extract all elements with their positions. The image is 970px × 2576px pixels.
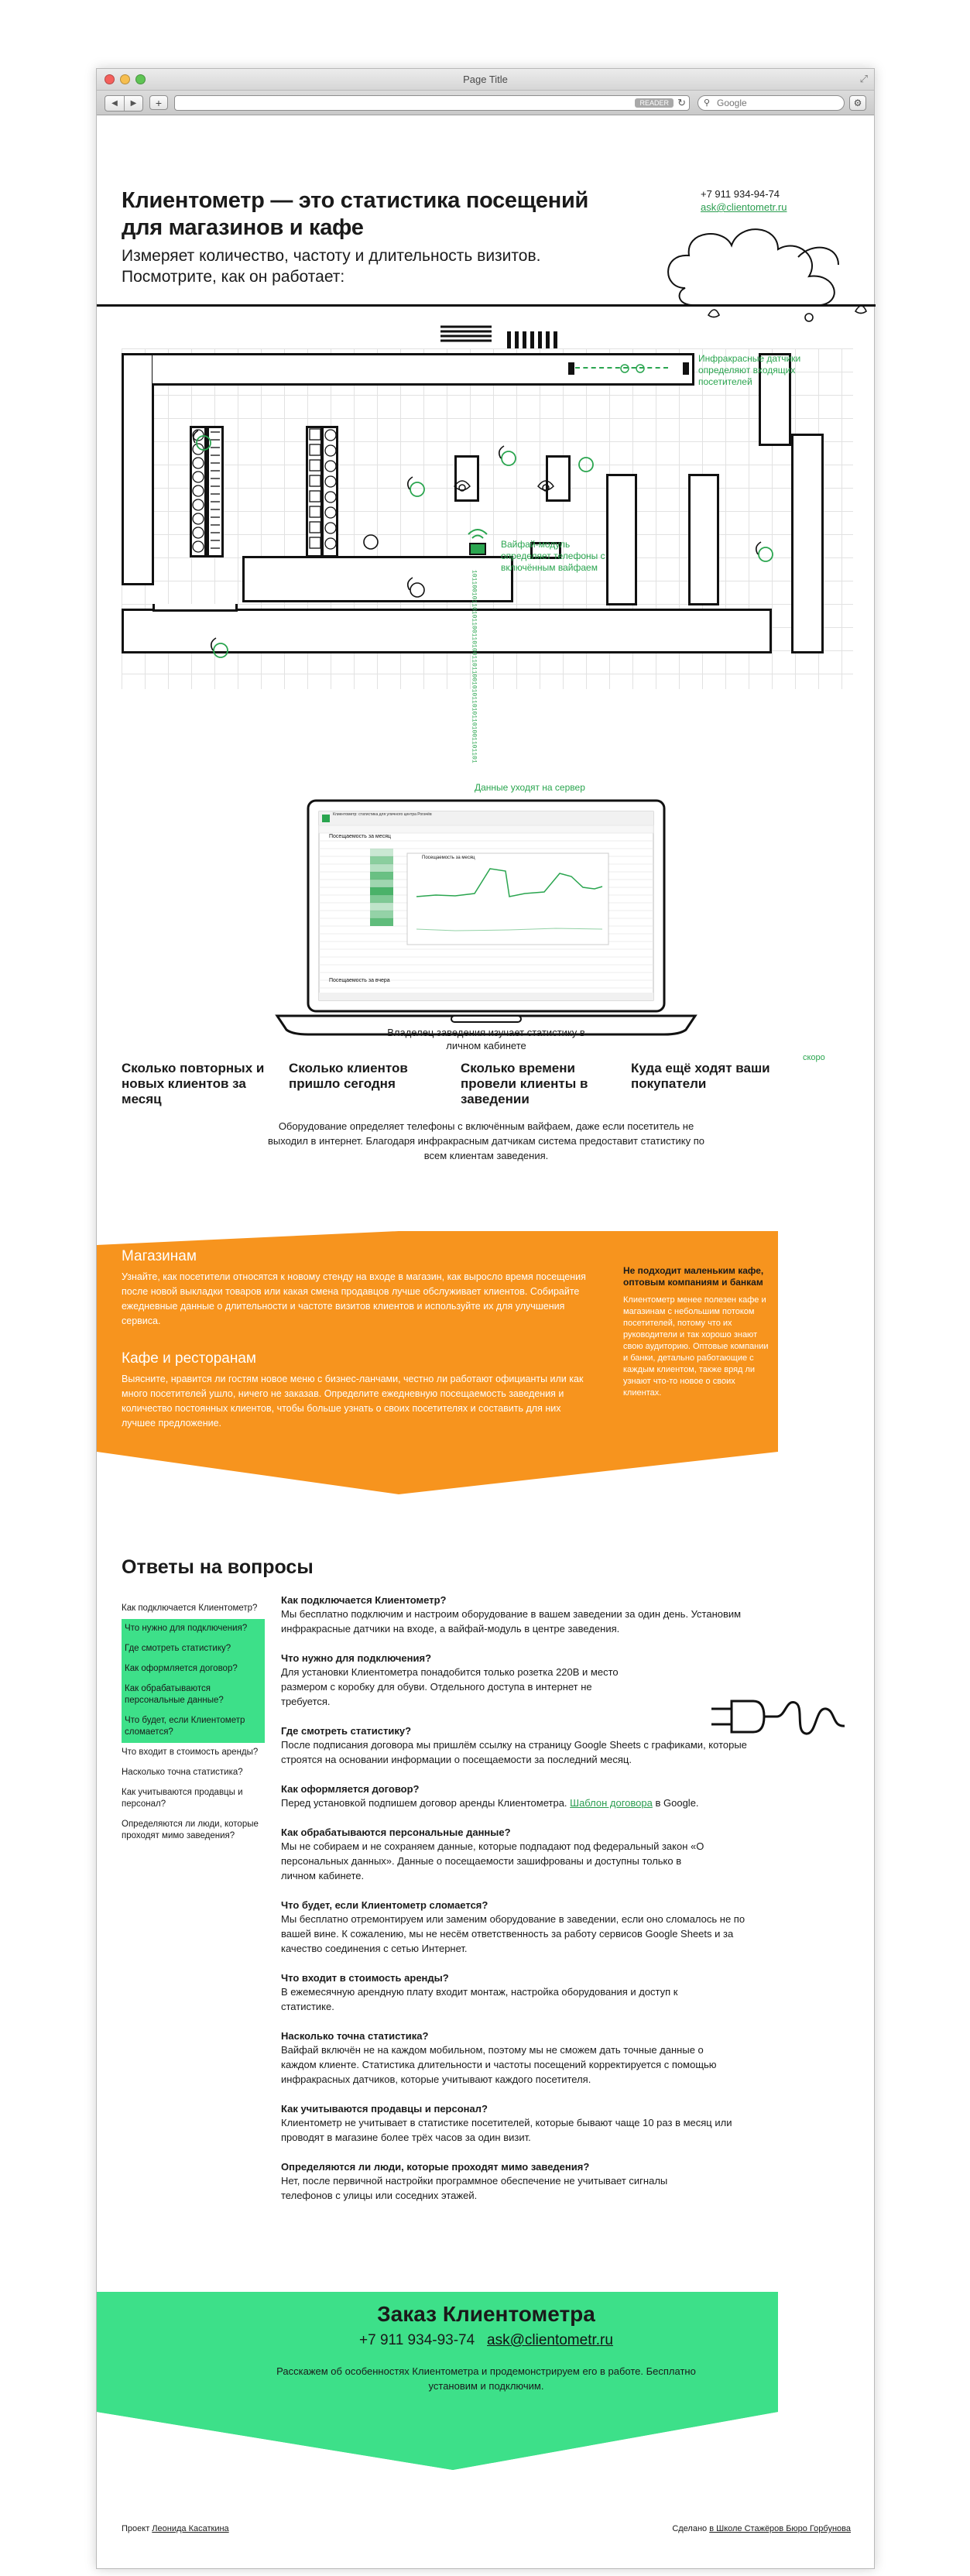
header-phone: +7 911 934-94-74	[701, 188, 780, 200]
soon-badge: скоро	[803, 1053, 825, 1062]
faq-nav-item[interactable]: Насколько точна статистика?	[122, 1768, 243, 1777]
faq-question: Где смотреть статистику?	[281, 1725, 412, 1737]
page-title: Клиентометр — это статистика посещений для магазинов и кафе	[122, 188, 589, 240]
floor-plan	[122, 348, 853, 763]
reader-button[interactable]: READER	[635, 98, 674, 108]
footer-credit-prefix: Проект	[122, 2524, 153, 2533]
browser-window	[96, 68, 875, 2569]
cafe-text: Выясните, нравится ли гостям новое меню с бизнес-ланчами, честно ли работают официанты или как много посетителей ушло, ничего не заказав. Определите ежедневную посещаемость заведения и количество постоянных клиентов, чтобы больше узнать о своих посетителях и составить для них лучшее предложение.	[122, 1374, 584, 1429]
faq-nav-item[interactable]: Как обрабатываются персональные данные?	[122, 1679, 265, 1711]
features-note	[97, 1119, 876, 1163]
cafe-title: Кафе и ресторанам	[122, 1350, 256, 1367]
order-contacts	[97, 2332, 876, 2349]
faq-nav-item[interactable]: Что входит в стоимость аренды?	[122, 1748, 259, 1757]
fullscreen-icon[interactable]: ⤢	[859, 73, 868, 84]
hero-subtitle: Измеряет количество, частоту и длительность визитов. Посмотрите, как он работает:	[122, 247, 541, 286]
window-title: Page Title	[463, 74, 508, 85]
sheet-chart-title: Посещаемость за месяц	[422, 856, 475, 860]
faq-question: Как обрабатываются персональные данные?	[281, 1827, 511, 1838]
faq-answer: Клиентометр не учитывает в статистике посетителей, которые бывают чаще 10 раз в месяц или проводят в магазине более трёх часов за один визит.	[281, 2117, 732, 2143]
faq-answer: После подписания договора мы пришлём ссылку на страницу Google Sheets с графиками, которые строятся на основании информации о посещаемости за последний месяц.	[281, 1739, 747, 1765]
header-email-link[interactable]: ask@clientometr.ru	[701, 201, 787, 213]
search-input[interactable]	[717, 98, 833, 108]
faq-title: Ответы на вопросы	[122, 1556, 314, 1578]
footer-credit	[122, 2524, 229, 2533]
sheet-doc-title: Клиентометр: статистика для уличного центра Рогачёв	[333, 812, 432, 817]
nav-buttons	[105, 95, 143, 111]
faq-question: Определяются ли люди, которые проходят мимо заведения?	[281, 2161, 590, 2173]
faq-nav	[122, 1599, 265, 1847]
faq-answer: Мы не собираем и не сохраняем данные, которые подпадают под федеральный закон «О персональных данных». Данные о посещаемости зашифрованы и доступны только в личном кабинете.	[281, 1840, 704, 1881]
page-content	[97, 116, 876, 2570]
plug-illustration	[708, 1692, 848, 1746]
faq-question: Что входит в стоимость аренды?	[281, 1972, 449, 1984]
faq-nav-item[interactable]: Что будет, если Клиентометр сломается?	[122, 1711, 265, 1743]
wifi-module-label: Вайфай-модуль определяет телефоны с включённым вайфаем	[501, 539, 605, 573]
sheet-table2-title: Посещаемость за вчера	[329, 978, 390, 983]
faq-list	[281, 1593, 792, 2218]
faq-question: Как учитываются продавцы и персонал?	[281, 2103, 488, 2115]
faq-answer: Нет, после первичной настройки программное обеспечение не учитывает сигналы телефонов с улицы или соседних этажей.	[281, 2175, 668, 2201]
screen-caption-text: Владелец заведения изучает статистику в личном кабинете	[387, 1027, 585, 1051]
faq-question: Насколько точна статистика?	[281, 2030, 429, 2042]
author-link[interactable]: Леонида Касаткина	[152, 2524, 229, 2533]
search-field[interactable]	[698, 95, 845, 111]
title-bar	[97, 69, 874, 91]
faq-nav-item[interactable]: Что нужно для подключения?	[122, 1619, 265, 1639]
settings-icon[interactable]: ⚙	[849, 95, 866, 111]
feature-where-else: Куда ещё ходят ваши покупатели	[631, 1061, 770, 1091]
not-suited-text: Клиентометр менее полезен кафе и магазинам с небольшим потоком посетителей, потому что их руководители и так хорошо знают свою аудиторию. Оптовые компании и банки, детально работающие с каждым клиентом, также вряд ли узнают что-то новое о своих клиентах.	[623, 1295, 769, 1398]
faq-answer: Для установки Клиентометра понадобится только розетка 220В и место размером с коробку для обуви. Отдельного доступа в интернет не требуется.	[281, 1666, 619, 1707]
contract-template-link[interactable]: Шаблон договора	[570, 1797, 653, 1809]
faq-answer	[281, 1796, 753, 1810]
address-bar[interactable]	[174, 95, 690, 111]
svg-text:101100101101011001101001101100: 1011001011010110011010011011001010110101101001101101	[470, 570, 478, 763]
footer-made-prefix: Сделано	[672, 2524, 710, 2533]
footer-made-by	[672, 2524, 851, 2533]
ir-sensor-label: Инфракрасные датчики определяют входящих посетителей	[698, 353, 801, 387]
faq-question: Что будет, если Клиентометр сломается?	[281, 1899, 488, 1911]
new-tab-button[interactable]: +	[149, 95, 168, 110]
faq-answer: В ежемесячную арендную плату входит монтаж, настройка оборудования и доступ к статистике.	[281, 1986, 678, 2012]
shops-title: Магазинам	[122, 1248, 197, 1264]
faq-nav-item[interactable]: Где смотреть статистику?	[122, 1639, 265, 1659]
faq-question: Как оформляется договор?	[281, 1783, 420, 1795]
features-note-text: Оборудование определяет телефоны с включённым вайфаем, даже если посетитель не выходил в интернет. Благодаря инфракрасным датчикам система предоставит статистику по всем клиентам заведения.	[267, 1120, 705, 1161]
back-button[interactable]: ◀	[111, 99, 118, 108]
server-label: Данные уходят на сервер	[475, 782, 585, 793]
cloud-illustration	[662, 164, 876, 319]
screen-caption	[97, 1026, 876, 1052]
reload-icon[interactable]: ↻	[677, 97, 686, 108]
order-note	[97, 2364, 876, 2393]
order-email-link[interactable]: ask@clientometr.ru	[487, 2332, 613, 2348]
not-suited-title: Не подходит маленьким кафе, оптовым компаниям и банкам	[623, 1265, 764, 1288]
search-icon: ⚲	[704, 98, 711, 108]
order-phone: +7 911 934-93-74	[359, 2332, 475, 2348]
shops-text: Узнайте, как посетители относятся к новому стенду на входе в магазин, как выросло время посещения после новой выкладки товаров или какая смена продавцов лучше обслуживает клиентов. Собирайте ежедневные данные о длительности и частоте визитов клиентов и используйте их для улучшения сервиса.	[122, 1271, 586, 1326]
faq-answer: Мы бесплатно подключим и настроим оборудование в вашем заведении за один день. Установим инфракрасные датчики на входе, а вайфай-модуль в центре заведения.	[281, 1608, 742, 1634]
feature-today-clients: Сколько клиентов пришло сегодня	[289, 1061, 408, 1091]
browser-toolbar	[97, 91, 874, 115]
faq-nav-item[interactable]: Как подключается Клиентометр?	[122, 1604, 258, 1613]
faq-answer: Мы бесплатно отремонтируем или заменим оборудование в заведении, если оно сломалось не по вашей вине. К сожалению, мы не несём ответственность за работу сервисов Google Sheets и за качество соединения с сетью Интернет.	[281, 1913, 745, 1954]
visitor-icons	[122, 348, 853, 689]
faq-question: Как подключается Клиентометр?	[281, 1594, 447, 1606]
faq-nav-item[interactable]: Как оформляется договор?	[122, 1659, 265, 1679]
faq-answer: Вайфай включён не на каждом мобильном, поэтому мы не сможем дать точные данные о каждом клиенте. Статистика длительности и частоты посещений корректируется с помощью инфракрасных датчиков, которые учитывают каждого посетителя.	[281, 2044, 717, 2085]
faq-question: Что нужно для подключения?	[281, 1652, 432, 1664]
order-note-text: Расскажем об особенностях Клиентометра и продемонстрируем его в работе. Бесплатно установим и подключим.	[276, 2365, 696, 2392]
school-link[interactable]: в Школе Стажёров Бюро Горбунова	[709, 2524, 851, 2533]
feature-repeat-clients: Сколько повторных и новых клиентов за месяц	[122, 1061, 265, 1106]
forward-button[interactable]: ▶	[124, 96, 142, 111]
faq-nav-item[interactable]: Определяются ли люди, которые проходят мимо заведения?	[122, 1820, 259, 1840]
hero-divider	[97, 304, 876, 307]
faq-answer-text: Перед установкой подпишем договор аренды Клиентометра.	[281, 1797, 571, 1809]
faq-answer-text: в Google.	[652, 1797, 699, 1809]
order-title: Заказ Клиентометра	[377, 2302, 595, 2326]
feature-time-spent: Сколько времени провели клиенты в заведении	[461, 1061, 588, 1106]
faq-nav-item[interactable]: Как учитываются продавцы и персонал?	[122, 1788, 243, 1809]
sheet-table-title: Посещаемость за месяц	[329, 834, 391, 839]
